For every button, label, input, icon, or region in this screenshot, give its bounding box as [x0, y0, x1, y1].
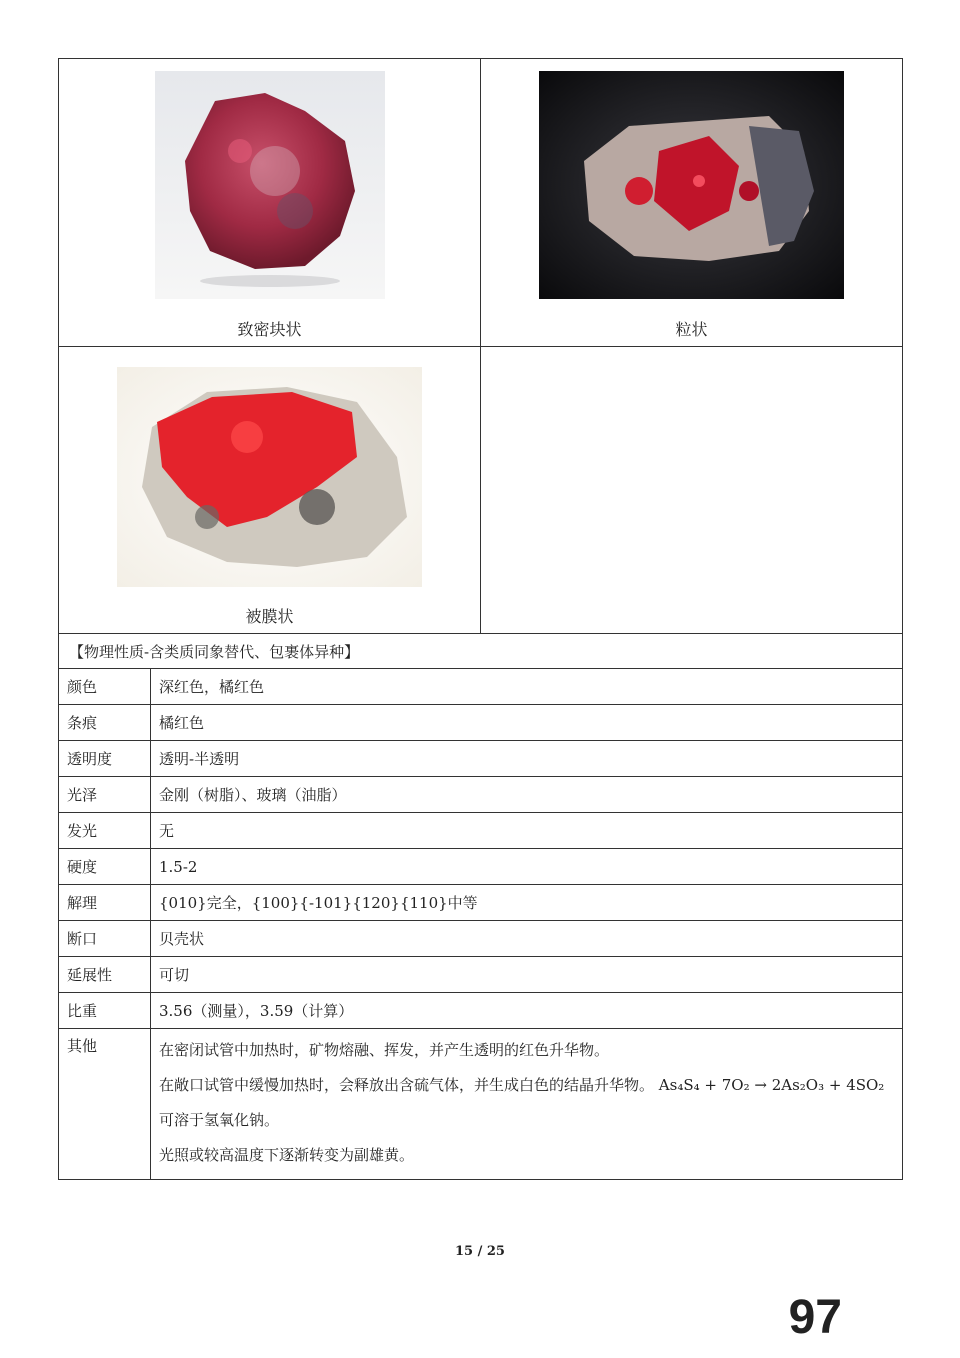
property-label: 比重	[59, 993, 151, 1029]
property-row	[59, 957, 903, 993]
property-value: 贝壳状	[151, 921, 903, 957]
property-label: 透明度	[59, 741, 151, 777]
caption-massive: 致密块状	[237, 320, 302, 339]
other-line-1: 在密闭试管中加热时，矿物熔融、挥发，并产生透明的红色升华物。	[159, 1041, 610, 1059]
coating-mineral-photo	[117, 367, 422, 587]
empty-photo-cell	[481, 347, 903, 634]
property-value: 1.5-2	[151, 849, 903, 885]
other-line-2-text: 在敞口试管中缓慢加热时，会释放出含硫气体，并生成白色的结晶升华物。	[159, 1076, 655, 1094]
property-row	[59, 813, 903, 849]
photo-cell-granular	[481, 59, 903, 347]
page-indicator: 15 / 25	[455, 1244, 505, 1259]
property-value: {010}完全，{100}{-101}{120}{110}中等	[151, 885, 903, 921]
property-label: 硬度	[59, 849, 151, 885]
photo-cell-massive	[59, 59, 481, 347]
property-row	[59, 849, 903, 885]
property-label: 条痕	[59, 705, 151, 741]
property-row	[59, 777, 903, 813]
property-value: 3.56（测量），3.59（计算）	[151, 993, 903, 1029]
property-row	[59, 921, 903, 957]
property-label: 颜色	[59, 669, 151, 705]
property-value: 橘红色	[151, 705, 903, 741]
reaction-formula: As₄S₄ + 7O₂ → 2As₂O₃ + 4SO₂	[658, 1076, 885, 1094]
property-value: 深红色，橘红色	[151, 669, 903, 705]
other-line-4: 光照或较高温度下逐渐转变为副雄黄。	[159, 1146, 415, 1164]
mineral-table	[58, 58, 903, 1180]
other-row	[59, 1029, 903, 1180]
property-value: 无	[151, 813, 903, 849]
property-label: 断口	[59, 921, 151, 957]
other-line-2	[159, 1068, 894, 1103]
property-row	[59, 993, 903, 1029]
property-value: 金刚（树脂）、玻璃（油脂）	[151, 777, 903, 813]
property-label: 延展性	[59, 957, 151, 993]
photo-cell-coating	[59, 347, 481, 634]
property-label: 发光	[59, 813, 151, 849]
other-label: 其他	[59, 1029, 151, 1180]
property-label: 解理	[59, 885, 151, 921]
property-value: 透明-半透明	[151, 741, 903, 777]
caption-coating: 被膜状	[245, 607, 294, 626]
property-row	[59, 705, 903, 741]
other-value	[151, 1029, 903, 1180]
property-row	[59, 669, 903, 705]
section-title: 【物理性质-含类质同象替代、包裹体异种】	[59, 634, 903, 669]
property-row	[59, 741, 903, 777]
caption-granular: 粒状	[675, 320, 708, 339]
property-value: 可切	[151, 957, 903, 993]
property-label: 光泽	[59, 777, 151, 813]
massive-mineral-photo	[155, 71, 385, 299]
page-number: 97	[788, 1291, 842, 1344]
property-row	[59, 885, 903, 921]
granular-mineral-photo	[539, 71, 844, 299]
other-line-3: 可溶于氢氧化钠。	[159, 1111, 280, 1129]
